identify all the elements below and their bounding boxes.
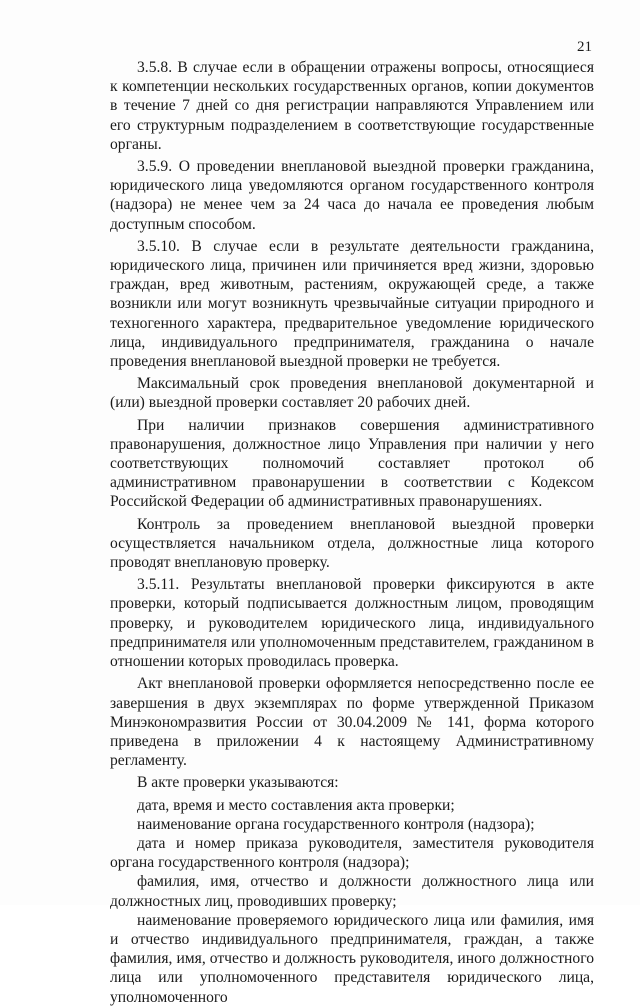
- list-item: дата и номер приказа руководителя, заместителя руководителя органа государственного контроля (надзора);: [110, 834, 594, 872]
- paragraph-offense-protocol: При наличии признаков совершения административного правонарушения, должностное лицо Управления при наличии у него соответствующих полномочий составляет протокол об административном правонарушении в соответствии с Кодексом Российской Федерации об административных правонарушениях.: [110, 416, 594, 511]
- document-body: [110, 58, 594, 1007]
- paragraph-3-5-9: 3.5.9. О проведении внеплановой выездной проверки гражданина, юридического лица уведомляются органом государственного контроля (надзора) не менее чем за 24 часа до начала ее проведения любым доступным способом.: [110, 158, 594, 233]
- page-number: 21: [577, 39, 592, 55]
- list-item: наименование проверяемого юридического лица или фамилия, имя и отчество индивидуального предпринимателя, граждан, а также фамилия, имя, отчество и должность руководителя, иного должностного лица или уполномоченного представителя юридического лица, уполномоченного: [110, 911, 594, 1006]
- paragraph-3-5-11: 3.5.11. Результаты внеплановой проверки фиксируются в акте проверки, который подписывается должностным лицом, проводящим проверку, и руководителем юридического лица, индивидуального предпринимателя или уполномоченным представителем, гражданином в отношении которых проводилась проверка.: [110, 576, 594, 671]
- paragraph-act-contents-intro: В акте проверки указываются:: [137, 774, 339, 792]
- list-item: фамилия, имя, отчество и должности должностного лица или должностных лиц, проводивших проверку;: [110, 873, 594, 910]
- paragraph-max-term: Максимальный срок проведения внеплановой документарной и (или) выездной проверки составляет 20 рабочих дней.: [110, 375, 594, 412]
- list-item: дата, время и место составления акта проверки;: [137, 796, 455, 814]
- paragraph-inspection-control: Контроль за проведением внеплановой выездной проверки осуществляется начальником отдела, должностные лица которого проводят внеплановую проверку.: [110, 515, 594, 572]
- list-item: наименование органа государственного контроля (надзора);: [137, 815, 535, 833]
- paragraph-act-form: Акт внеплановой проверки оформляется непосредственно после ее завершения в двух экземплярах по форме утвержденной Приказом Минэкономразвития России от 30.04.2009 № 141, форма которого приведена в приложении 4 к настоящему Административному регламенту.: [110, 675, 594, 770]
- paragraph-3-5-8: 3.5.8. В случае если в обращении отражены вопросы, относящиеся к компетенции нескольких государственных органов, копии документов в течение 7 дней со дня регистрации направляются Управлением или его структурным подразделением в соответствующие государственные органы.: [110, 59, 594, 153]
- paragraph-3-5-10: 3.5.10. В случае если в результате деятельности гражданина, юридического лица, причинен или причиняется вред жизни, здоровью граждан, вред животным, растениям, окружающей среде, а также возникли или могут возникнуть чрезвычайные ситуации природного и техногенного характера, предварительное уведомление юридического лица, индивидуального предпринимателя, гражданина о начале проведения внеплановой выездной проверки не требуется.: [110, 237, 594, 371]
